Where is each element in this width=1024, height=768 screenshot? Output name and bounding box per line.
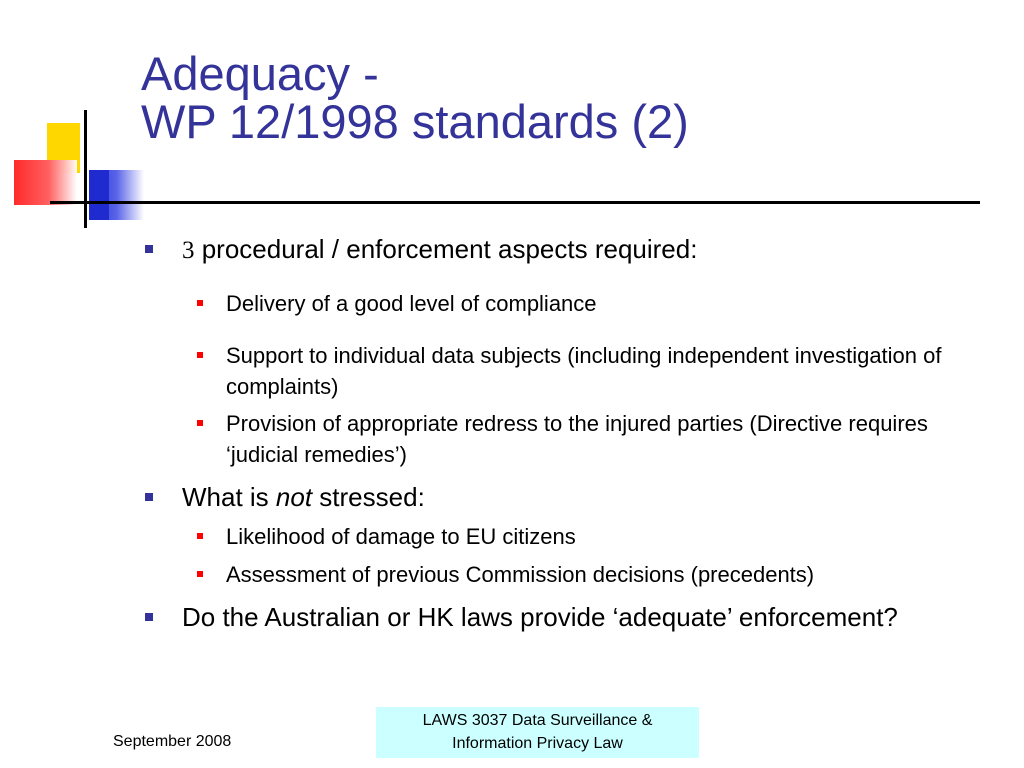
sub-bullet-redress bbox=[226, 408, 996, 470]
bullet-square-icon bbox=[145, 493, 153, 501]
bullet-number: 3 bbox=[182, 237, 195, 264]
decor-red-square bbox=[14, 160, 77, 205]
sub-bullet-square-icon bbox=[197, 571, 203, 577]
title-divider-line bbox=[50, 201, 980, 204]
bullet-emphasis: not bbox=[275, 482, 313, 512]
bullet-prefix: What is bbox=[182, 482, 276, 512]
sub-bullet-square-icon bbox=[197, 300, 203, 306]
sub-bullet-text: Support to individual data subjects (including independent investigation of complaints) bbox=[226, 343, 942, 399]
sub-bullet-text: Delivery of a good level of compliance bbox=[226, 291, 597, 316]
bullet-text: procedural / enforcement aspects required: bbox=[194, 234, 698, 264]
bullet-australian-hk bbox=[182, 601, 942, 633]
slide-title-line2: WP 12/1998 standards (2) bbox=[141, 95, 689, 148]
footer-course-box bbox=[376, 707, 699, 758]
slide-title-line1: Adequacy - bbox=[141, 47, 379, 100]
footer-date: September 2008 bbox=[113, 733, 232, 750]
footer-course-line1: LAWS 3037 Data Surveillance & bbox=[422, 712, 653, 729]
bullet-suffix: stressed: bbox=[312, 482, 425, 512]
bullet-square-icon bbox=[145, 613, 153, 621]
sub-bullet-square-icon bbox=[197, 420, 203, 426]
bullet-not-stressed bbox=[182, 481, 982, 513]
bullet-text: Do the Australian or HK laws provide ‘adequate’ enforcement? bbox=[182, 602, 898, 632]
sub-bullet-text: Likelihood of damage to EU citizens bbox=[226, 524, 576, 549]
sub-bullet-support bbox=[226, 340, 996, 402]
sub-bullet-text: Provision of appropriate redress to the injured parties (Directive requires ‘judicial remedies’) bbox=[226, 411, 928, 467]
sub-bullet-square-icon bbox=[197, 533, 203, 539]
bullet-square-icon bbox=[145, 245, 153, 253]
decor-blue-square-core bbox=[89, 170, 109, 220]
sub-bullet-likelihood bbox=[226, 521, 996, 552]
footer-course-line2: Information Privacy Law bbox=[452, 735, 623, 752]
sub-bullet-assessment bbox=[226, 559, 996, 590]
sub-bullet-compliance bbox=[226, 288, 996, 319]
sub-bullet-square-icon bbox=[197, 352, 203, 358]
slide-title bbox=[141, 47, 689, 148]
bullet-procedural-aspects bbox=[182, 233, 982, 267]
decor-vertical-line bbox=[84, 110, 87, 228]
sub-bullet-text: Assessment of previous Commission decisions (precedents) bbox=[226, 562, 815, 587]
